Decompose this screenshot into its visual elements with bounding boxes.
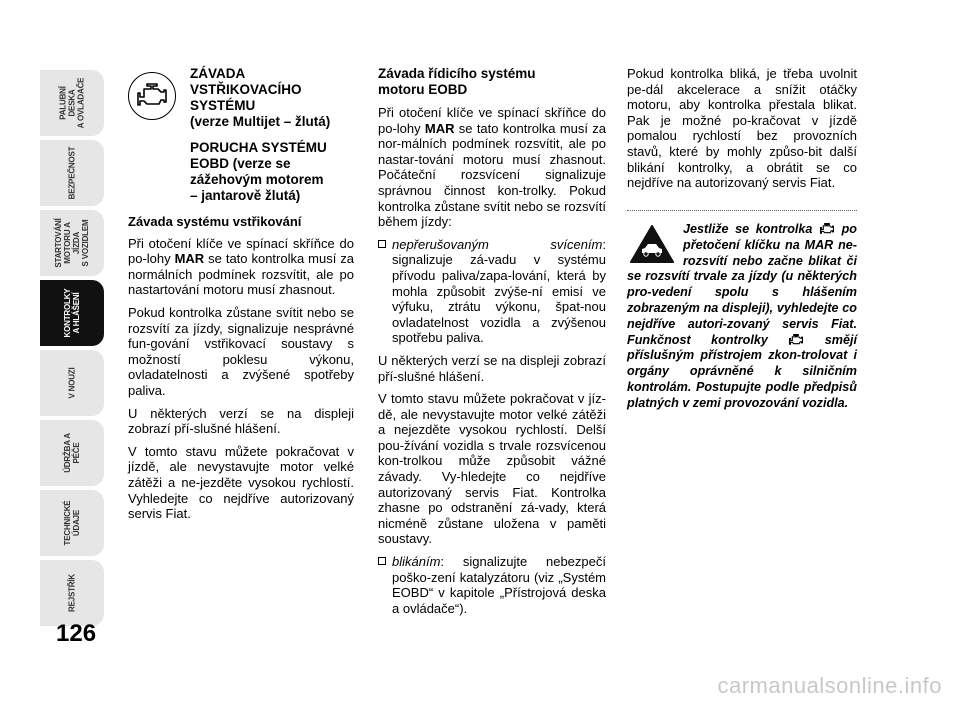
heading-line: Závada řídicího systému xyxy=(378,66,536,81)
heading-line: zážehovým motorem xyxy=(190,172,324,187)
paragraph xyxy=(128,236,354,298)
paragraph xyxy=(378,105,606,230)
tab-label: TECHNICKÉ ÚDAJE xyxy=(63,500,81,546)
subheading: Závada systému vstřikování xyxy=(128,214,302,229)
tab-label: KONTROLKY A HLÁŠENÍ xyxy=(63,288,81,338)
paragraph: V tomto stavu můžete pokračovat v jízdě, ale nevystavujte motor velké zátěži a ne-jezděte vysokou rychlostí. Vyhledejte co nejdříve autorizovaný servis Fiat. xyxy=(128,443,354,522)
text: : signalizujte nebezpečí poško-zení katalyzátoru (viz „Systém EOBD“ v kapitole „Přístrojová deska a ovládače“). xyxy=(392,554,606,616)
section-heading xyxy=(378,66,606,98)
tab-label: STARTOVÁNÍ MOTORU A JÍZDA S VOZIDLEM xyxy=(54,218,90,268)
paragraph: U některých verzí se na displeji zobrazí pří-slušné hlášení. xyxy=(378,352,606,384)
heading-line: VSTŘIKOVACÍHO xyxy=(190,82,302,97)
tab-startovani[interactable] xyxy=(40,210,104,276)
divider xyxy=(627,210,857,211)
column-1 xyxy=(128,66,354,529)
text: Jestliže se kontrolka xyxy=(683,222,819,236)
page-number: 126 xyxy=(56,620,97,647)
engine-check-icon xyxy=(788,334,804,346)
section-heading xyxy=(190,66,330,204)
key-position: MAR xyxy=(174,251,205,267)
text: se tato kontrolka musí za normálních podmínek rozsvítit, ale po nastartování motoru musí zhasnout. xyxy=(128,251,355,298)
heading-line: SYSTÉMU xyxy=(190,98,256,113)
list-item xyxy=(378,237,606,346)
watermark: carmanualsonline.info xyxy=(717,673,942,698)
checkbox-bullet-icon xyxy=(378,557,386,565)
key-position: MAR xyxy=(424,120,455,136)
paragraph: Pokud kontrolka zůstane svítit nebo se rozsvítí za jízdy, signalizuje nesprávné fun-gování vstřikovací soustavy s možností poklesu výkonu, ovladatelnosti a zvýšené spotřeby paliva. xyxy=(128,304,354,398)
engine-warning-header xyxy=(128,66,354,204)
heading-line: PORUCHA SYSTÉMU xyxy=(190,140,327,155)
heading-line: – jantarově žlutá) xyxy=(190,188,301,203)
warning-note xyxy=(627,222,857,412)
term: blikáním xyxy=(392,554,441,570)
paragraph: U některých verzí se na displeji zobrazí pří-slušné hlášení. xyxy=(128,405,354,437)
engine-check-icon xyxy=(128,72,176,120)
text: : signalizuje zá-vadu v systému přívodu paliva/zapa-lování, která by mohla způsobit zvýše-ní emisí ve výfuku, ztrátu výkonu, špat-nou ovladatelnost vozidla a zvýšenou spotřebu paliva. xyxy=(392,236,606,346)
tab-v-nouzi[interactable] xyxy=(40,350,104,416)
tab-bezpecnost[interactable] xyxy=(40,140,104,206)
text: Při otočení klíče ve spínací skříňce do po-lohy xyxy=(128,235,354,267)
tab-label: V NOUZI xyxy=(67,367,77,399)
paragraph: V tomto stavu můžete pokračovat v jíz-dě, ale nevystavujte motor velké zátěži a nejezděte vysokou rychlostí. Delší pou-žívání vozidla s trvale rozsvícenou kon-trolkou může způsobit vážné závady. Vy-hledejte co nejdříve autorizovaný servis Fiat. Kontrolka zhasne po odstranění zá-vady, která nicméně zůstane uložena v paměti soustavy. xyxy=(378,391,606,547)
tab-label: ÚDRŽBA A PÉČE xyxy=(63,433,81,473)
column-2 xyxy=(378,66,606,623)
warning-triangle-car-icon xyxy=(629,224,675,264)
tab-kontrolky[interactable] xyxy=(40,280,104,346)
engine-check-icon xyxy=(819,223,835,235)
text: smějí příslušným přístrojem zkon-trolovat i orgány oprávněné k silničním kontrolám. Postupujte podle předpisů platných v zemi provozování vozidla. xyxy=(627,332,857,410)
heading-line: motoru EOBD xyxy=(378,82,468,97)
heading-line: EOBD (verze se xyxy=(190,156,291,171)
tab-rejstrik[interactable] xyxy=(40,560,104,626)
tab-palubni-deska[interactable] xyxy=(40,70,104,136)
heading-line: ZÁVADA xyxy=(190,66,246,81)
text: po přetočení klíčku na MAR ne-rozsvítí nebo začne blikat či se rozsvítí trvale za jízdy (u některých pro-vedení spolu s hlášením zobrazeným na displeji), vyhledejte co nejdříve autori-zovaný servis Fiat. Funkčnost kontrolky xyxy=(627,222,857,347)
checkbox-bullet-icon xyxy=(378,240,386,248)
heading-line: (verze Multijet – žlutá) xyxy=(190,114,331,129)
list-item xyxy=(378,554,606,616)
text: Při otočení klíče ve spínací skříňce do po-lohy xyxy=(378,105,606,136)
tab-label: REJSTŘÍK xyxy=(67,574,77,612)
tab-technicke-udaje[interactable] xyxy=(40,490,104,556)
tab-label: BEZPEČNOST xyxy=(67,146,77,200)
term: nepřerušovaným svícením xyxy=(392,236,603,252)
tab-label: PALUBNÍ DESKA A OVLADAČE xyxy=(58,77,86,129)
tab-udrzba[interactable] xyxy=(40,420,104,486)
text: se tato kontrolka musí za nor-málních podmínek rozsvítit, ale po nastar-tování motoru musí zhasnout. Počáteční rozsvícení signalizuje správnou činnost kon-trolky. Pokud kontrolka zůstane svítit nebo se rozsvítí během jízdy: xyxy=(378,120,607,230)
column-3 xyxy=(627,66,857,198)
paragraph: Pokud kontrolka bliká, je třeba uvolnit pe-dál akcelerace a snížit otáčky motoru, aby kontrolka přestala blikat. Pak je možné po-kračovat v jízdě pomalou rychlostí bez provozních stavů, které by mohly způso-bit další blikání kontrolky, a obrátit se co nejdříve na autorizovaný servis Fiat. xyxy=(627,66,857,191)
